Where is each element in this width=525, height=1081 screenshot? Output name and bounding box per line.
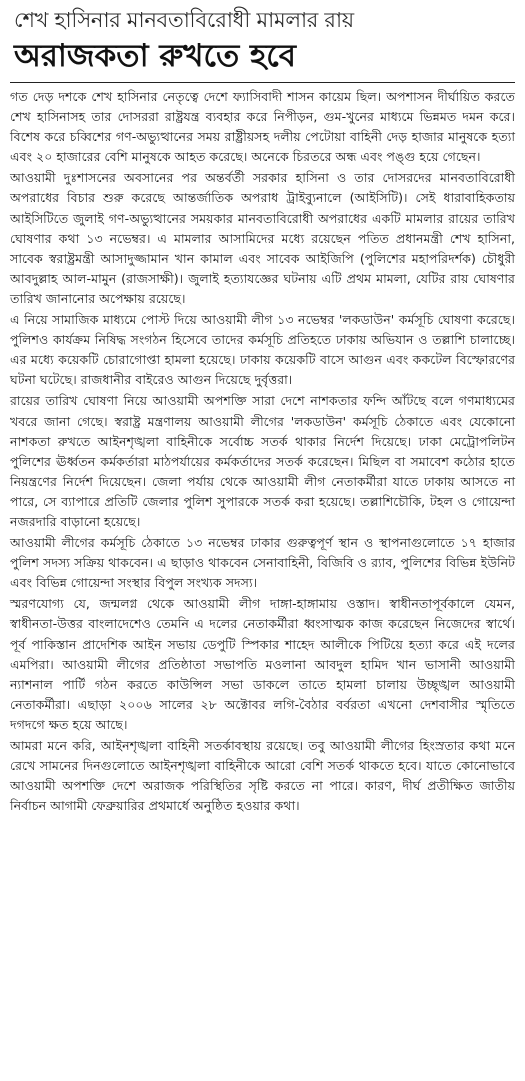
article-paragraph-6: স্মরণযোগ্য যে, জন্মলগ্ন থেকে আওয়ামী লীগ দাঙ্গা-হাঙ্গামায় ওস্তাদ। স্বাধীনতাপূর্বকালে যেমন, স্বাধীনতা-উত্তর বাংলাদেশেও তেমনি এ দলের নেতাকর্মীরা ধ্বংসাত্মক কাজ করেছেন নিজেদের স্বার্থে। পূর্ব পাকিস্তান প্রাদেশিক আইন সভায় ডেপুটি স্পিকার শাহেদ আলীকে পিটিয়ে হত্যা করে এই দলের এমপিরা। আওয়ামী লীগের প্রতিষ্ঠাতা সভাপতি মওলানা আবদুল হামিদ খান ভাসানী আওয়ামী ন্যাশনাল পার্টি গঠন করতে কাউন্সিল সভা ডাকলে তাতে হামলা চালায় উচ্ছৃঙ্খল আওয়ামী নেতাকর্মীরা। এছাড়া ২০০৬ সালের ২৮ অক্টোবর লগি-বৈঠার বর্বরতা এখনো দেশবাসীর স্মৃতিতে দগদগে ক্ষত হয়ে আছে।: [10, 596, 515, 732]
article-paragraph-5: আওয়ামী লীগের কর্মসূচি ঠেকাতে ১৩ নভেম্বর ঢাকার গুরুত্বপূর্ণ স্থান ও স্থাপনাগুলোতে ১৭ হাজার পুলিশ সদস্য সক্রিয় থাকবেন। এ ছাড়াও থাকবেন সেনাবাহিনী, বিজিবি ও র‍্যাব, পুলিশের বিভিন্ন ইউনিট এবং বিভিন্ন গোয়েন্দা সংস্থার বিপুল সংখ্যক সদস্য।: [10, 535, 515, 591]
article-kicker: শেখ হাসিনার মানবতাবিরোধী মামলার রায়: [14, 8, 354, 32]
headline-divider: [10, 82, 515, 83]
article-paragraph-7: আমরা মনে করি, আইনশৃঙ্খলা বাহিনী সতর্কাবস্থায় রয়েছে। তবু আওয়ামী লীগের হিংস্রতার কথা মনে রেখে সামনের দিনগুলোতে আইনশৃঙ্খলা বাহিনীকে আরো বেশি সতর্ক থাকতে হবে। যাতে কোনোভাবে আওয়ামী অপশক্তি দেশে অরাজক পরিস্থিতির সৃষ্টি করতে না পারে। কারণ, দীর্ঘ প্রতীক্ষিত জাতীয় নির্বাচন আগামী ফেব্রুয়ারির প্রথমার্ধে অনুষ্ঠিত হওয়ার কথা।: [10, 738, 515, 814]
article-paragraph-1: গত দেড় দশকে শেখ হাসিনার নেতৃত্বে দেশে ফ্যাসিবাদী শাসন কায়েম ছিল। অপশাসন দীর্ঘায়িত করতে শেখ হাসিনাসহ তার দোসররা রাষ্ট্রযন্ত্র ব্যবহার করে নিপীড়ন, গুম-খুনের মাধ্যমে ভিন্নমত দমন করে। বিশেষ করে চব্বিশের গণ-অভ্যুত্থানের সময় রাষ্ট্রীয়সহ দলীয় পেটোয়া বাহিনী দেড় হাজার মানুষকে হত্যা এবং ২০ হাজারের বেশি মানুষকে আহত করেছে। অনেকে চিরতরে অন্ধ এবং পঙ্গু হয়ে গেছেন।: [10, 89, 515, 165]
article-headline: অরাজকতা রুখতে হবে: [14, 38, 297, 74]
article-paragraph-2: আওয়ামী দুঃশাসনের অবসানের পর অন্তর্বর্তী সরকার হাসিনা ও তার দোসরদের মানবতাবিরোধী অপরাধের বিচার শুরু করেছে আন্তর্জাতিক অপরাধ ট্রাইব্যুনালে (আইসিটি)। সেই ধারাবাহিকতায় আইসিটিতে জুলাই গণ-অভ্যুত্থানের সময়কার মানবতাবিরোধী অপরাধের একটি মামলার রায়ের তারিখ ঘোষণার কথা ১৩ নভেম্বর। এ মামলার আসামিদের মধ্যে রয়েছেন পতিত প্রধানমন্ত্রী শেখ হাসিনা, সাবেক স্বরাষ্ট্রমন্ত্রী আসাদুজ্জামান খান কামাল এবং সাবেক আইজিপি (পুলিশের মহাপরিদর্শক) চৌধুরী আবদুল্লাহ আল-মামুন (রাজসাক্ষী)। জুলাই হত্যাযজ্ঞের ঘটনায় এটি প্রথম মামলা, যেটির রায় ঘোষণার তারিখ জানানোর অপেক্ষায় রয়েছে।: [10, 170, 515, 306]
article-paragraph-4: রায়ের তারিখ ঘোষণা নিয়ে আওয়ামী অপশক্তি সারা দেশে নাশকতার ফন্দি আঁটছে বলে গণমাধ্যমের খবরে জানা গেছে। স্বরাষ্ট্র মন্ত্রণালয় আওয়ামী লীগের 'লকডাউন' কর্মসূচি ঠেকাতে এবং যেকোনো নাশকতা রুখতে আইনশৃঙ্খলা বাহিনীকে সর্বোচ্চ সতর্ক থাকার নির্দেশ দিয়েছে। ঢাকা মেট্রোপলিটন পুলিশের ঊর্ধ্বতন কর্মকর্তারা মাঠপর্যায়ের কর্মকর্তাদের সতর্ক করেছেন। মিছিল বা সমাবেশ কঠোর হাতে নিয়ন্ত্রণের নির্দেশ দিয়েছেন। জেলা পর্যায় থেকে আওয়ামী লীগ নেতাকর্মীরা যাতে ঢাকায় আসতে না পারে, সে ব্যাপারে প্রতিটি জেলার পুলিশ সুপারকে সতর্ক করা হয়েছে। তল্লাশিচৌকি, টহল ও গোয়েন্দা নজরদারি বাড়ানো হয়েছে।: [10, 393, 515, 529]
article-paragraph-3: এ নিয়ে সামাজিক মাধ্যমে পোস্ট দিয়ে আওয়ামী লীগ ১৩ নভেম্বর 'লকডাউন' কর্মসূচি ঘোষণা করেছে। পুলিশও কার্যক্রম নিষিদ্ধ সংগঠন হিসেবে তাদের কর্মসূচি প্রতিহতে ঢাকায় অভিযান ও তল্লাশি চালাচ্ছে। এর মধ্যে কয়েকটি চোরাগোপ্তা হামলা হয়েছে। ঢাকায় কয়েকটি বাসে আগুন এবং ককটেল বিস্ফোরণের ঘটনা ঘটেছে। রাজধানীর বাইরেও আগুন দিয়েছে দুর্বৃত্তরা।: [10, 312, 515, 388]
